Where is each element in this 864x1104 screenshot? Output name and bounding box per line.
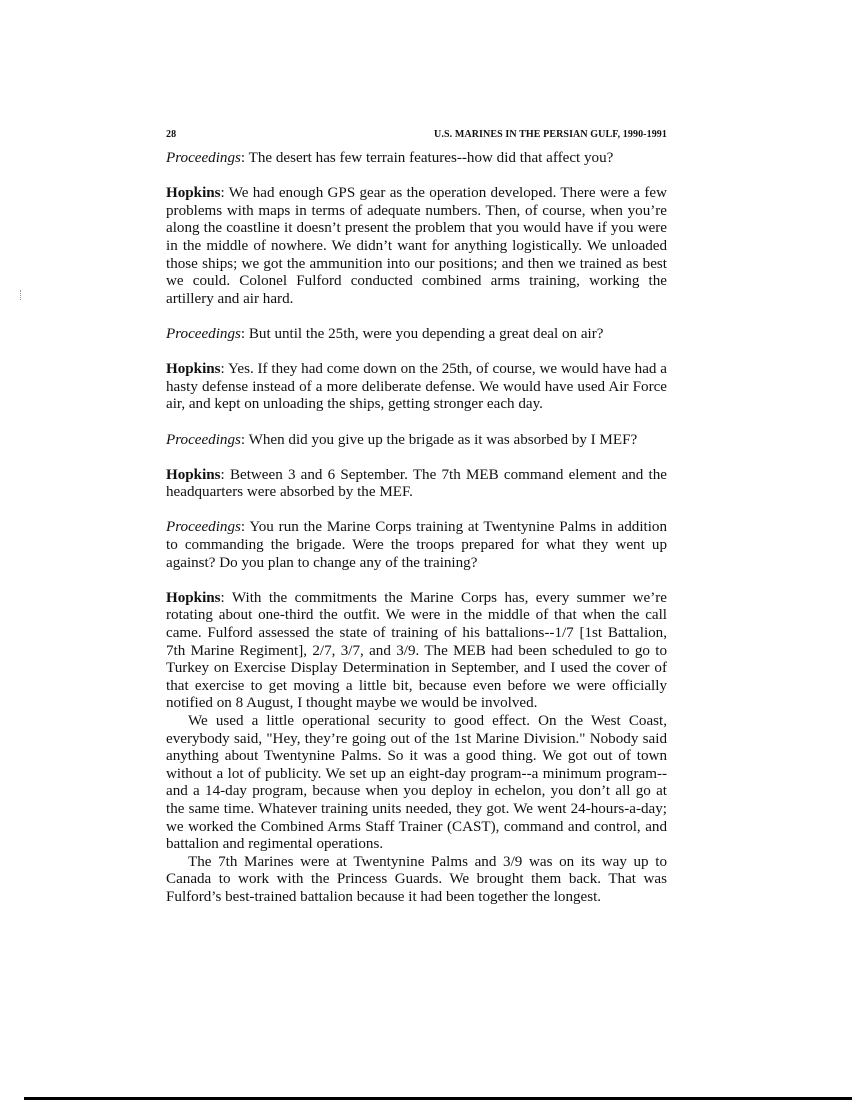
page-bottom-rule bbox=[24, 1097, 852, 1100]
answer-paragraph: Hopkins: With the commitments the Marine Corps has, every summer we’re rotating about one-third the outfit. We were in the middle of that when the call came. Fulford assessed the state of training of his battalions--1/7 [1st Battalion, 7th Marine Regiment], 2/7, 3/7, and 3/9. The MEB had been scheduled to go to Turkey on Exercise Display Determination in September, and I used the cover of that exercise to get moving a little bit, because even before we were officially notified on 8 August, I thought maybe we would be involved. bbox=[166, 589, 667, 712]
paragraph-text: With the commitments the Marine Corps has, every summer we’re rotating about one-third the outfit. We were in the middle of that when the call came. Fulford assessed the state of training of his battalions--1/7 [1st Battalion, 7th Marine Regiment], 2/7, 3/7, and 3/9. The MEB had been scheduled to go to Turkey on Exercise Display Determination in September, and I used the cover of that exercise to get moving a little bit, because even before we were officially notified on 8 August, I thought maybe we would be involved. bbox=[166, 589, 667, 712]
paragraph-text: But until the 25th, were you depending a great deal on air? bbox=[248, 325, 604, 342]
running-title: U.S. MARINES IN THE PERSIAN GULF, 1990-1991 bbox=[434, 129, 667, 140]
speaker-label: Hopkins bbox=[166, 361, 221, 378]
speaker-label: Hopkins bbox=[166, 589, 221, 606]
question-paragraph: Proceedings: But until the 25th, were you depending a great deal on air? bbox=[166, 325, 604, 342]
page-number: 28 bbox=[166, 129, 177, 140]
running-head bbox=[166, 126, 667, 144]
scan-margin-mark bbox=[20, 290, 23, 300]
paragraph-text: You run the Marine Corps training at Twentynine Palms in addition to commanding the brigade. Were the troops prepared for what they went up against? Do you plan to change any of the training? bbox=[166, 519, 667, 571]
answer-paragraph: Hopkins: We had enough GPS gear as the operation developed. There were a few problems with maps in terms of adequate numbers. Then, of course, when you’re along the coastline it doesn’t present the problem that you would have if you were in the middle of nowhere. We didn’t want for anything logistically. We unloaded those ships; we got the ammunition into our positions; and then we trained as best we could. Colonel Fulford conducted combined arms training, working the artillery and air hard. bbox=[166, 185, 667, 307]
speaker-label: Hopkins bbox=[166, 466, 221, 483]
speaker-label: Proceedings bbox=[166, 519, 241, 536]
answer-paragraph: Hopkins: Between 3 and 6 September. The 7th MEB command element and the headquarters were absorbed by the MEF. bbox=[166, 466, 667, 501]
paragraph-text: Yes. If they had come down on the 25th, of course, we would have had a hasty defense instead of a more deliberate defense. We would have used Air Force air, and kept on unloading the ships, getting stronger each day. bbox=[166, 361, 667, 413]
question-paragraph: Proceedings: When did you give up the brigade as it was absorbed by I MEF? bbox=[166, 431, 638, 448]
paragraph-text: The desert has few terrain features--how did that affect you? bbox=[248, 150, 614, 166]
question-paragraph: Proceedings: The desert has few terrain features--how did that affect you? bbox=[166, 150, 614, 166]
paragraph-text: We had enough GPS gear as the operation developed. There were a few problems with maps in terms of adequate numbers. Then, of course, when you’re along the coastline it doesn’t present the problem that you would have if you were in the middle of nowhere. We didn’t want for anything logistically. We unloaded those ships; we got the ammunition into our positions; and then we trained as best we could. Colonel Fulford conducted combined arms training, working the artillery and air hard. bbox=[166, 185, 667, 307]
paragraph-text: When did you give up the brigade as it was absorbed by I MEF? bbox=[248, 431, 638, 448]
continuation-paragraph: The 7th Marines were at Twentynine Palms and 3/9 was on its way up to Canada to work with the Princess Guards. We brought them back. That was Fulford’s best-trained battalion because it had been together the longest. bbox=[166, 853, 667, 905]
speaker-label: Hopkins bbox=[166, 185, 221, 202]
paragraph-text: Between 3 and 6 September. The 7th MEB command element and the headquarters were absorbed by the MEF. bbox=[166, 466, 667, 501]
speaker-label: Proceedings bbox=[166, 325, 241, 342]
continuation-paragraph: We used a little operational security to good effect. On the West Coast, everybody said, "Hey, they’re going out of the 1st Marine Division." Nobody said anything about Twentynine Palms. So it was a good thing. We got out of town without a lot of publicity. We set up an eight-day program--a minimum program--and a 14-day program, because when you deploy in echelon, you don’t all go at the same time. Whatever training units needed, they got. We went 24-hours-a-day; we worked the Combined Arms Staff Trainer (CAST), command and control, and battalion and regimental operations. bbox=[166, 713, 667, 853]
answer-paragraph: Hopkins: Yes. If they had come down on the 25th, of course, we would have had a hasty defense instead of a more deliberate defense. We would have used Air Force air, and kept on unloading the ships, getting stronger each day. bbox=[166, 361, 667, 413]
speaker-label: Proceedings bbox=[166, 431, 241, 448]
question-paragraph: Proceedings: You run the Marine Corps training at Twentynine Palms in addition to commanding the brigade. Were the troops prepared for what they went up against? Do you plan to change any of the training? bbox=[166, 519, 667, 571]
speaker-label: Proceedings bbox=[166, 150, 241, 166]
document-page bbox=[166, 126, 667, 907]
